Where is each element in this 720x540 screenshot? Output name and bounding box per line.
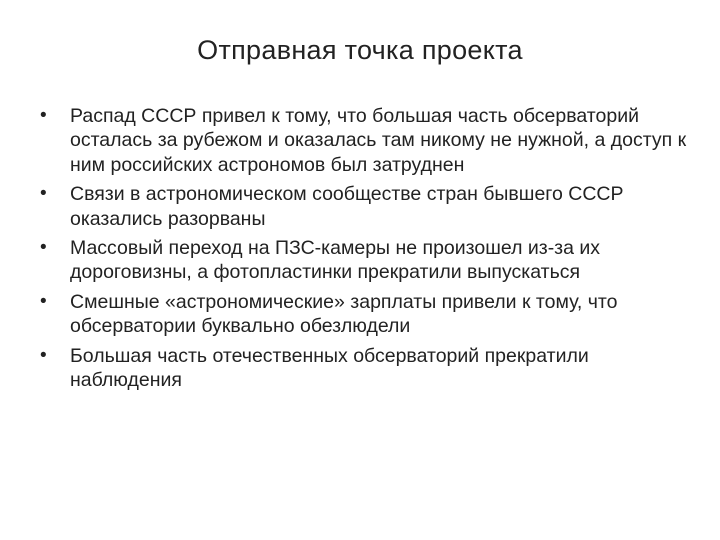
bullet-item bbox=[40, 182, 690, 231]
bullet-dot-icon: • bbox=[40, 290, 47, 312]
bullet-dot-icon: • bbox=[40, 237, 47, 259]
bullet-dot-icon: • bbox=[40, 105, 47, 126]
bullet-dot-icon: • bbox=[40, 344, 47, 366]
bullet-list bbox=[40, 104, 690, 397]
bullet-text: Смешные «астрономические» зарплаты привели к тому, что обсерватории буквально обезлюдели bbox=[70, 290, 618, 338]
bullet-item bbox=[40, 104, 690, 177]
bullet-text: Массовый переход на ПЗС-камеры не произошел из-за их дороговизны, а фотопластинки прекратили выпускаться bbox=[70, 237, 601, 284]
bullet-text: Распад СССР привел к тому, что большая часть обсерваторий осталась за рубежом и оказалась там никому не нужной, а доступ к ним российских астрономов был затруднен bbox=[70, 105, 687, 176]
bullet-item bbox=[40, 344, 690, 393]
bullet-dot-icon: • bbox=[40, 183, 47, 205]
bullet-text: Большая часть отечественных обсерваторий прекратили наблюдения bbox=[70, 344, 589, 392]
bullet-item bbox=[40, 290, 690, 339]
bullet-item bbox=[40, 236, 690, 285]
slide-title: Отправная точка проекта bbox=[197, 35, 523, 65]
bullet-text: Связи в астрономическом сообществе стран бывшего СССР оказались разорваны bbox=[70, 183, 624, 230]
